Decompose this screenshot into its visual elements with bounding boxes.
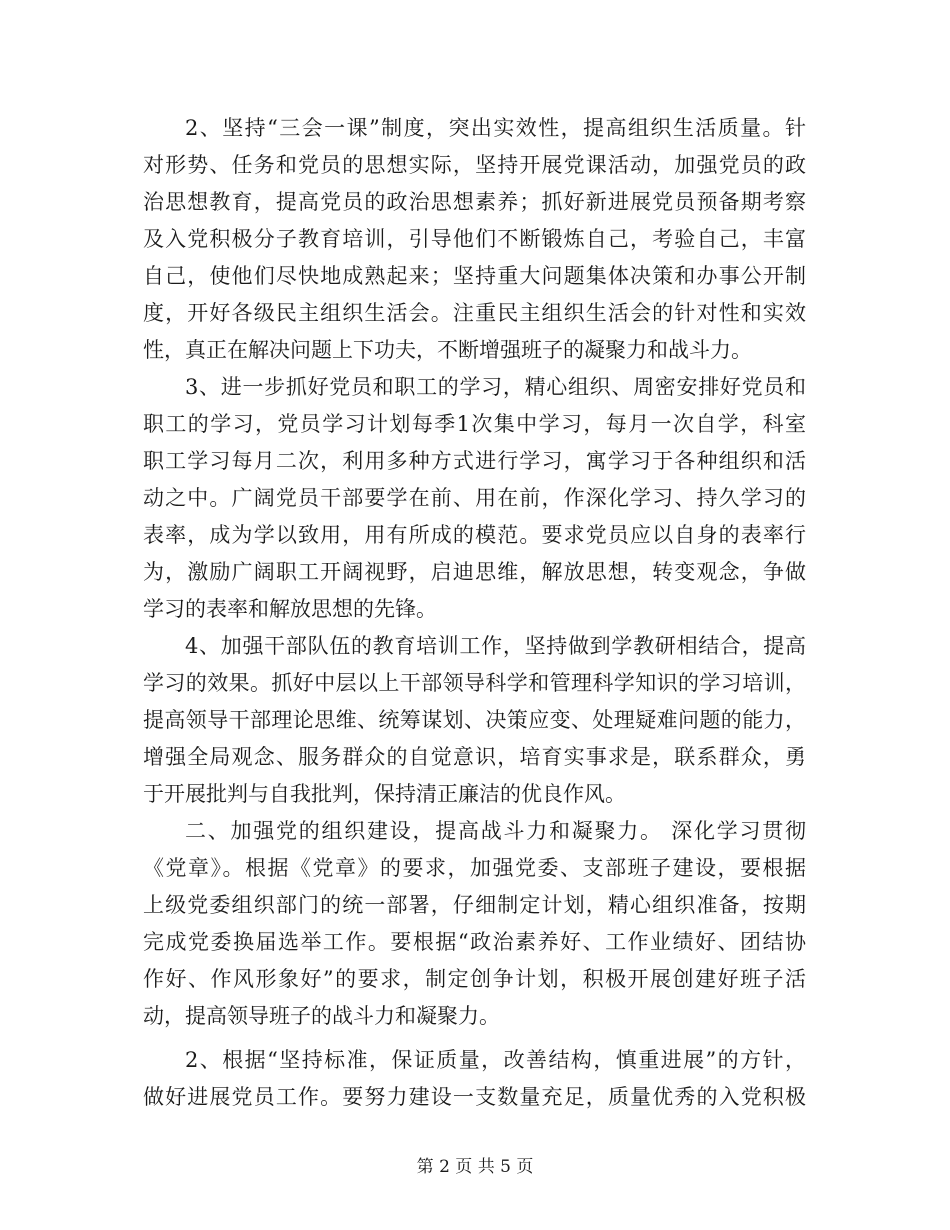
- text-line: 治思想教育，提高党员的政治思想素养；抓好新进展党员预备期考察: [143, 190, 806, 214]
- text-line: 动，提高领导班子的战斗力和凝聚力。: [143, 1004, 500, 1028]
- text-line: 表率，成为学以致用，用有所成的模范。要求党员应以自身的表率行: [143, 523, 806, 547]
- text-line: 职工的学习，党员学习计划每季1次集中学习，每月一次自学，科室: [143, 412, 806, 436]
- text-line: 上级党委组织部门的统一部署，仔细制定计划，精心组织准备，按期: [143, 893, 806, 917]
- text-line: 学习的表率和解放思想的先锋。: [143, 597, 437, 621]
- text-line: 于开展批判与自我批判，保持清正廉洁的优良作风。: [143, 782, 626, 806]
- text-line: 完成党委换届选举工作。要根据“政治素养好、工作业绩好、团结协: [143, 930, 806, 954]
- document-body: [143, 110, 806, 1116]
- paragraph: [143, 1042, 806, 1116]
- text-line: 做好进展党员工作。要努力建设一支数量充足，质量优秀的入党积极: [143, 1085, 806, 1109]
- text-line: 《党章》。根据《党章》的要求，加强党委、支部班子建设，要根据: [143, 856, 806, 880]
- text-line: 增强全局观念、服务群众的自觉意识，培育实事求是，联系群众，勇: [143, 745, 806, 769]
- text-line: 性，真正在解决问题上下功夫，不断增强班子的凝聚力和战斗力。: [143, 338, 752, 362]
- text-line: 2、坚持“三会一课”制度，突出实效性，提高组织生活质量。针: [185, 116, 806, 140]
- text-line: 学习的效果。抓好中层以上干部领导科学和管理科学知识的学习培训，: [143, 671, 806, 695]
- text-line: 2、根据“坚持标准，保证质量，改善结构，慎重进展”的方针，: [185, 1048, 806, 1072]
- text-line: 3、进一步抓好党员和职工的学习，精心组织、周密安排好党员和: [185, 375, 806, 399]
- paragraph: [143, 110, 806, 369]
- page-number-footer: 第 2 页 共 5 页: [416, 1157, 534, 1177]
- paragraph: [143, 369, 806, 628]
- text-line: 及入党积极分子教育培训，引导他们不断锻炼自己，考验自己，丰富: [143, 227, 806, 251]
- text-line: 自己，使他们尽快地成熟起来；坚持重大问题集体决策和办事公开制: [143, 264, 806, 288]
- text-line: 对形势、任务和党员的思想实际，坚持开展党课活动，加强党员的政: [143, 153, 806, 177]
- text-line: 二、加强党的组织建设，提高战斗力和凝聚力。 深化学习贯彻: [185, 819, 806, 843]
- paragraph: [143, 628, 806, 813]
- text-line: 度，开好各级民主组织生活会。注重民主组织生活会的针对性和实效: [143, 301, 806, 325]
- text-line: 为，激励广阔职工开阔视野，启迪思维，解放思想，转变观念，争做: [143, 560, 806, 584]
- text-line: 职工学习每月二次，利用多种方式进行学习，寓学习于各种组织和活: [143, 449, 806, 473]
- text-line: 作好、作风形象好”的要求，制定创争计划，积极开展创建好班子活: [143, 967, 806, 991]
- text-line: 动之中。广阔党员干部要学在前、用在前，作深化学习、持久学习的: [143, 486, 806, 510]
- text-line: 提高领导干部理论思维、统筹谋划、决策应变、处理疑难问题的能力，: [143, 708, 806, 732]
- text-line: 4、加强干部队伍的教育培训工作，坚持做到学教研相结合，提高: [185, 634, 806, 658]
- paragraph: [143, 813, 806, 1035]
